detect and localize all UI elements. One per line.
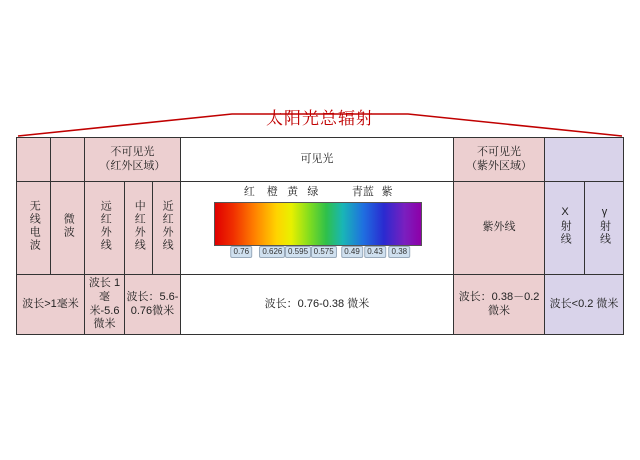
band-ultraviolet: 紫外线 [454,182,545,275]
table-row-header [17,138,624,182]
band-near-infrared: 近红外线 [152,182,180,275]
tick-0-43: 0.43 [364,246,386,258]
color-label-red: 红 [243,186,255,198]
header-xray-gamma [545,138,624,182]
wavelength-visible: 波长：0.76-0.38 微米 [180,275,453,335]
band-gamma: γ射线 [584,182,623,275]
band-far-infrared: 远红外线 [84,182,124,275]
color-label-cyan-blue: 青蓝 [351,186,374,198]
spectrum-tick-labels [182,246,452,264]
tick-0-76: 0.76 [230,246,252,258]
color-label-orange: 橙 [266,186,278,198]
color-label-green: 绿 [307,186,319,198]
color-label-yellow: 黄 [287,186,299,198]
tick-0-38: 0.38 [389,246,411,258]
wavelength-radio: 波长>1毫米 [17,275,85,335]
spectrum-gradient-bar [214,202,421,246]
table-row-bands [17,182,624,275]
tick-0-575: 0.575 [311,246,337,258]
wavelength-mid-near-infrared: 波长：5.6-0.76微米 [125,275,181,335]
band-xray: X射线 [545,182,584,275]
band-microwave: 微波 [50,182,84,275]
tick-0-49: 0.49 [341,246,363,258]
spectrum-table [16,137,624,335]
header-visible: 可见光 [180,138,453,182]
band-radio: 无线电波 [17,182,51,275]
visible-spectrum-cell [180,182,453,275]
wavelength-far-infrared: 波长 1毫米-5.6微米 [84,275,124,335]
tick-0-626: 0.626 [259,246,285,258]
band-mid-infrared: 中红外线 [125,182,153,275]
color-label-violet: 紫 [381,186,393,198]
page-title: 太阳光总辐射 [266,109,374,128]
header-blank-left2 [50,138,84,182]
wavelength-ultraviolet: 波长：0.38－0.2 微米 [454,275,545,335]
header-infrared: 不可见光 （红外区域） [84,138,180,182]
spectrum-color-labels [182,186,452,200]
tick-0-595: 0.595 [285,246,311,258]
header-ultraviolet: 不可见光 （紫外区域） [454,138,545,182]
header-blank-left [17,138,51,182]
table-row-wavelengths [17,275,624,335]
wavelength-xray-gamma: 波长<0.2 微米 [545,275,624,335]
